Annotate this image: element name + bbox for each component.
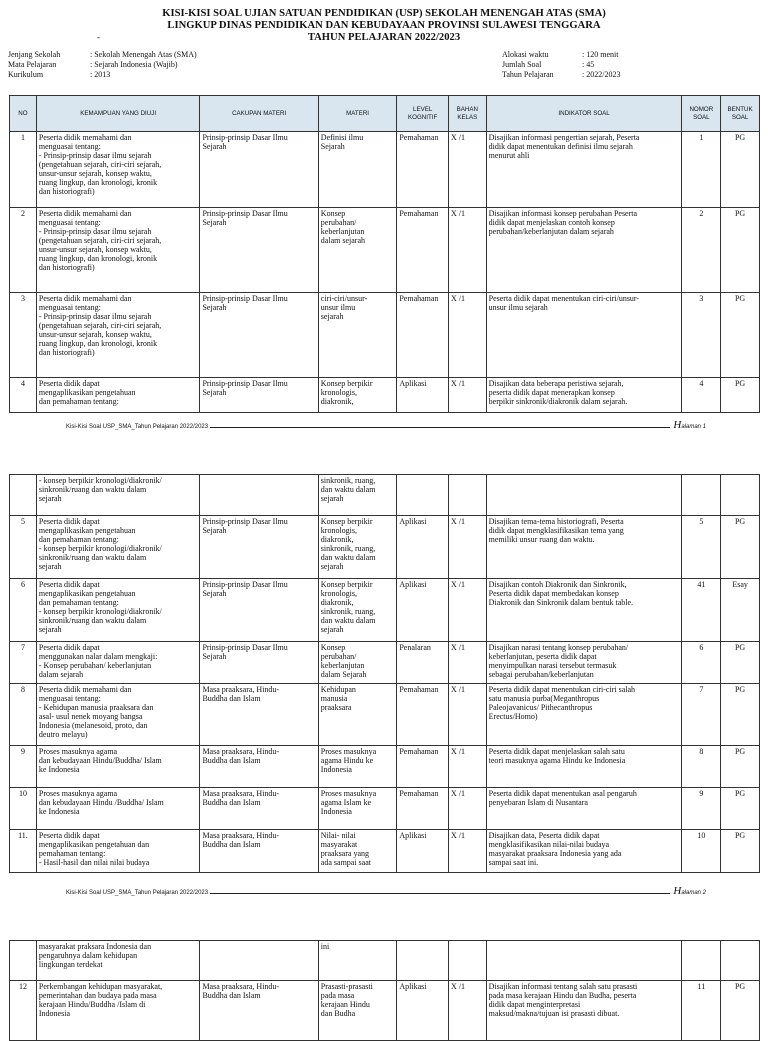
cell-bentuk: PG bbox=[721, 642, 760, 684]
cell-no: 11. bbox=[10, 830, 37, 873]
kisi-kisi-table-page-3 bbox=[9, 940, 760, 1041]
cell-no: 4 bbox=[10, 378, 37, 413]
column-header: BAHAN KELAS bbox=[448, 96, 486, 132]
cell-nomor: 4 bbox=[682, 378, 721, 413]
column-header: NO bbox=[10, 96, 37, 132]
table-row bbox=[10, 941, 760, 981]
cell-cakupan: Prinsip-prinsip Dasar Ilmu Sejarah bbox=[200, 642, 318, 684]
cell-kelas: X /1 bbox=[448, 981, 486, 1041]
cell-nomor: 9 bbox=[682, 788, 721, 830]
meta-label: Tahun Pelajaran bbox=[502, 70, 554, 79]
footer-text: Kisi-Kisi Soal USP_SMA_Tahun Pelajaran 2022/2023 bbox=[66, 890, 209, 896]
table-row bbox=[10, 293, 760, 378]
cell-materi: ciri-ciri/unsur- unsur ilmu sejarah bbox=[318, 293, 397, 378]
kisi-kisi-table-page-2 bbox=[9, 474, 760, 873]
cell-kelas bbox=[448, 475, 486, 516]
cell-kemampuan: Peserta didik dapat mengaplikasikan pengetahuan dan pemahaman tentang: - konsep berpikir kronologi/diakronik/ sinkronik/ruang dan waktu dalam sejarah bbox=[36, 516, 200, 579]
cell-bentuk: PG bbox=[721, 132, 760, 208]
cell-kemampuan: - konsep berpikir kronologi/diakronik/ sinkronik/ruang dan waktu dalam sejarah bbox=[36, 475, 200, 516]
column-header: NOMOR SOAL bbox=[682, 96, 721, 132]
cell-kemampuan: Peserta didik memahami dan menguasai tentang: - Prinsip-prinsip dasar ilmu sejarah (pengetahuan sejarah, ciri-ciri sejarah, unsur-unsur sejarah, konsep waktu, ruang lingkup, dan kronologi, kronik dan historiografi) bbox=[36, 208, 200, 293]
column-header: KEMAMPUAN YANG DIUJI bbox=[36, 96, 200, 132]
page-number bbox=[673, 885, 706, 897]
cell-cakupan: Prinsip-prinsip Dasar Ilmu Sejarah bbox=[200, 208, 318, 293]
cell-kemampuan: Peserta didik memahami dan menguasai tentang: - Prinsip-prinsip dasar ilmu sejarah (pengetahuan sejarah, ciri-ciri sejarah, unsur-unsur sejarah, konsep waktu, ruang lingkup, dan kronologi, kronik dan historiografi) bbox=[36, 293, 200, 378]
cell-nomor: 7 bbox=[682, 684, 721, 746]
cell-no: 2 bbox=[10, 208, 37, 293]
table-row bbox=[10, 475, 760, 516]
cell-level: Pemahaman bbox=[397, 684, 449, 746]
cell-kelas: X /1 bbox=[448, 378, 486, 413]
cell-materi: sinkronik, ruang, dan waktu dalam sejarah bbox=[318, 475, 397, 516]
cell-level: Pemahaman bbox=[397, 132, 449, 208]
table-row bbox=[10, 830, 760, 873]
meta-value: : 45 bbox=[582, 60, 595, 69]
cell-no: 7 bbox=[10, 642, 37, 684]
cell-nomor: 10 bbox=[682, 830, 721, 873]
cell-cakupan: Masa praaksara, Hindu- Buddha dan Islam bbox=[200, 830, 318, 873]
cell-indikator bbox=[486, 941, 682, 981]
meta-left bbox=[8, 50, 197, 80]
cell-kemampuan: Peserta didik dapat menggunakan nalar dalam mengkaji: - Konsep perubahan/ keberlanjutan dalam sejarah bbox=[36, 642, 200, 684]
cell-cakupan: Prinsip-prinsip Dasar Ilmu Sejarah bbox=[200, 293, 318, 378]
cell-indikator bbox=[486, 475, 682, 516]
cell-nomor: 3 bbox=[682, 293, 721, 378]
cell-materi: Konsep berpikir kronologis, diakronik, sinkronik, ruang, dan waktu dalam sejarah bbox=[318, 516, 397, 579]
table-row bbox=[10, 516, 760, 579]
cell-bentuk: PG bbox=[721, 684, 760, 746]
cell-indikator: Disajikan narasi tentang konsep perubahan/ keberlanjutan, peserta didik dapat menyimpulkan narasi tersebut termasuk sebagai perubahan/keberlanjutan bbox=[486, 642, 682, 684]
meta-value: : Sekolah Menengah Atas (SMA) bbox=[90, 50, 197, 59]
cell-indikator: Disajikan informasi tentang salah satu prasasti pada masa kerajaan Hindu dan Budha, peserta didik dapat menginterpretasi maksud/makna/tujuan isi prasasti dibuat. bbox=[486, 981, 682, 1041]
cell-cakupan: Masa praaksara, Hindu- Buddha dan Islam bbox=[200, 684, 318, 746]
cell-nomor: 8 bbox=[682, 746, 721, 788]
meta-label: Jenjang Sekolah bbox=[8, 50, 61, 59]
cell-no: 9 bbox=[10, 746, 37, 788]
column-header: LEVEL KOGNITIF bbox=[397, 96, 449, 132]
cell-no: 12 bbox=[10, 981, 37, 1041]
cell-indikator: Disajikan tema-tema historiografi, Peserta didik dapat mengklasifikasikan tema yang memiliki unsur ruang dan waktu. bbox=[486, 516, 682, 579]
meta-label: Alokasi waktu bbox=[502, 50, 549, 59]
cell-nomor: 6 bbox=[682, 642, 721, 684]
cell-kelas: X /1 bbox=[448, 516, 486, 579]
cell-no: 3 bbox=[10, 293, 37, 378]
cell-level: Aplikasi bbox=[397, 516, 449, 579]
cell-level: Penalaran bbox=[397, 642, 449, 684]
cell-indikator: Peserta didik dapat menjelaskan salah satu teori masuknya agama Hindu ke Indonesia bbox=[486, 746, 682, 788]
table-row bbox=[10, 642, 760, 684]
cell-nomor: 11 bbox=[682, 981, 721, 1041]
page-number-initial: H bbox=[673, 419, 682, 431]
cell-level: Aplikasi bbox=[397, 981, 449, 1041]
cell-level: Aplikasi bbox=[397, 830, 449, 873]
cell-kelas: X /1 bbox=[448, 293, 486, 378]
footer-text: Kisi-Kisi Soal USP_SMA_Tahun Pelajaran 2022/2023 bbox=[66, 424, 209, 430]
cell-kelas: X /1 bbox=[448, 830, 486, 873]
cell-no: 5 bbox=[10, 516, 37, 579]
meta-value: : 2022/2023 bbox=[582, 70, 621, 79]
cell-materi: Konsep perubahan/ keberlanjutan dalam Sejarah bbox=[318, 642, 397, 684]
column-header: MATERI bbox=[318, 96, 397, 132]
cell-cakupan: Prinsip-prinsip Dasar Ilmu Sejarah bbox=[200, 132, 318, 208]
cell-no: 1 bbox=[10, 132, 37, 208]
cell-kelas: X /1 bbox=[448, 132, 486, 208]
meta-label: Mata Pelajaran bbox=[8, 60, 57, 69]
cell-indikator: Peserta didik dapat menentukan ciri-ciri/unsur- unsur ilmu sejarah bbox=[486, 293, 682, 378]
meta-label: Kurikulum bbox=[8, 70, 44, 79]
page-number bbox=[673, 419, 706, 431]
cell-no bbox=[10, 475, 37, 516]
cell-cakupan: Prinsip-prinsip Dasar Ilmu Sejarah bbox=[200, 516, 318, 579]
cell-indikator: Disajikan data, Peserta didik dapat mengklasifikasikan nilai-nilai budaya masyarakat praaksara Indonesia yang ada sampai saat ini. bbox=[486, 830, 682, 873]
header-year: TAHUN PELAJARAN 2022/2023 bbox=[307, 32, 461, 43]
footer-rule bbox=[210, 426, 670, 428]
cell-materi: Kehidupan manusia praaksara bbox=[318, 684, 397, 746]
table-row bbox=[10, 132, 760, 208]
cell-indikator: Disajikan informasi konsep perubahan Peserta didik dapat menjelaskan contoh konsep perubahan/keberlanjutan dalam sejarah bbox=[486, 208, 682, 293]
cell-cakupan bbox=[200, 941, 318, 981]
meta-value: : 2013 bbox=[90, 70, 111, 79]
column-header: INDIKATOR SOAL bbox=[486, 96, 682, 132]
cell-nomor: 5 bbox=[682, 516, 721, 579]
header-mark: - bbox=[97, 32, 100, 42]
cell-level: Aplikasi bbox=[397, 378, 449, 413]
cell-materi: Proses masuknya agama Islam ke Indonesia bbox=[318, 788, 397, 830]
cell-kelas bbox=[448, 941, 486, 981]
table-row bbox=[10, 208, 760, 293]
cell-kelas: X /1 bbox=[448, 579, 486, 642]
cell-cakupan: Prinsip-prinsip Dasar Ilmu Sejarah bbox=[200, 378, 318, 413]
cell-kemampuan: Peserta didik memahami dan menguasai tentang: - Prinsip-prinsip dasar ilmu sejarah (pengetahuan sejarah, ciri-ciri sejarah, unsur-unsur sejarah, konsep waktu, ruang lingkup, dan kronologi, kronik dan historiografi) bbox=[36, 132, 200, 208]
cell-kemampuan: Peserta didik dapat mengaplikasikan pengetahuan dan pemahaman tentang: - Hasil-hasil dan nilai nilai budaya bbox=[36, 830, 200, 873]
page-footer-1 bbox=[66, 419, 706, 431]
cell-kemampuan: Peserta didik dapat mengaplikasikan pengetahuan dan pemahaman tentang: - konsep berpikir kronologi/diakronik/ sinkronik/ruang dan waktu dalam sejarah bbox=[36, 579, 200, 642]
cell-bentuk: PG bbox=[721, 830, 760, 873]
cell-kelas: X /1 bbox=[448, 746, 486, 788]
cell-cakupan bbox=[200, 475, 318, 516]
cell-cakupan: Masa praaksara, Hindu- Buddha dan Islam bbox=[200, 746, 318, 788]
cell-kemampuan: Peserta didik memahami dan menguasai tentang: - Kehidupan manusia praaksara dan asal- usul nenek moyang bangsa Indonesia (melanesoid, proto, dan deutro melayu) bbox=[36, 684, 200, 746]
meta-value: : 120 menit bbox=[582, 50, 619, 59]
cell-indikator: Disajikan contoh Diakronik dan Sinkronik, Peserta didik dapat membedakan konsep Diakronik dan Sinkronik dalam bentuk table. bbox=[486, 579, 682, 642]
header-title: KISI-KISI SOAL UJIAN SATUAN PENDIDIKAN (USP) SEKOLAH MENENGAH ATAS (SMA) bbox=[162, 8, 606, 19]
cell-level: Pemahaman bbox=[397, 208, 449, 293]
cell-kemampuan: Perkembangan kehidupan masyarakat, pemerintahan dan budaya pada masa kerajaan Hindu/Buddha /Islam di Indonesia bbox=[36, 981, 200, 1041]
cell-bentuk bbox=[721, 941, 760, 981]
cell-cakupan: Prinsip-prinsip Dasar Ilmu Sejarah bbox=[200, 579, 318, 642]
column-header: CAKUPAN MATERI bbox=[200, 96, 318, 132]
cell-level: Pemahaman bbox=[397, 293, 449, 378]
cell-materi: Konsep berpikir kronologis, diakronik, sinkronik, ruang, dan waktu dalam sejarah bbox=[318, 579, 397, 642]
cell-level: Aplikasi bbox=[397, 579, 449, 642]
cell-no: 8 bbox=[10, 684, 37, 746]
cell-no: 6 bbox=[10, 579, 37, 642]
table-row bbox=[10, 684, 760, 746]
cell-kemampuan: masyarakat praksara Indonesia dan pengaruhnya dalam kehidupan lingkungan terdekat bbox=[36, 941, 200, 981]
meta-right bbox=[502, 50, 620, 80]
cell-indikator: Peserta didik dapat menentukan asal pengaruh penyebaran Islam di Nusantara bbox=[486, 788, 682, 830]
table-row bbox=[10, 746, 760, 788]
cell-bentuk: PG bbox=[721, 981, 760, 1041]
cell-nomor bbox=[682, 475, 721, 516]
cell-kelas: X /1 bbox=[448, 208, 486, 293]
cell-bentuk: Esay bbox=[721, 579, 760, 642]
footer-rule bbox=[210, 892, 670, 894]
cell-bentuk: PG bbox=[721, 788, 760, 830]
table-row bbox=[10, 378, 760, 413]
page-number-text: alaman 1 bbox=[681, 424, 706, 430]
cell-nomor bbox=[682, 941, 721, 981]
cell-cakupan: Masa praaksara, Hindu- Buddha dan Islam bbox=[200, 981, 318, 1041]
cell-bentuk: PG bbox=[721, 208, 760, 293]
cell-bentuk bbox=[721, 475, 760, 516]
cell-materi: Nilai- nilai masyarakat praaksara yang ada sampai saat bbox=[318, 830, 397, 873]
cell-indikator: Disajikan data beberapa peristiwa sejarah, peserta didik dapat menerapkan konsep berpikir sinkronik/diakronik dalam sejarah. bbox=[486, 378, 682, 413]
cell-bentuk: PG bbox=[721, 746, 760, 788]
cell-indikator: Peserta didik dapat menentukan ciri-ciri salah satu manusia purba(Meganthropus Paleojavanicus/ Pithecanthropus Erectus/Homo) bbox=[486, 684, 682, 746]
cell-nomor: 2 bbox=[682, 208, 721, 293]
cell-level: Pemahaman bbox=[397, 746, 449, 788]
page-number-initial: H bbox=[673, 885, 682, 897]
cell-level bbox=[397, 475, 449, 516]
kisi-kisi-table-page-1 bbox=[9, 95, 760, 413]
header-subtitle: LINGKUP DINAS PENDIDIKAN DAN KEBUDAYAAN PROVINSI SULAWESI TENGGARA bbox=[167, 20, 601, 31]
cell-materi: ini bbox=[318, 941, 397, 981]
cell-level: Pemahaman bbox=[397, 788, 449, 830]
cell-kemampuan: Proses masuknya agama dan kebudayaan Hindu /Buddha/ Islam ke Indonesia bbox=[36, 788, 200, 830]
meta-value: : Sejarah Indonesia (Wajib) bbox=[90, 60, 178, 69]
cell-no bbox=[10, 941, 37, 981]
table-row bbox=[10, 579, 760, 642]
cell-materi: Definisi ilmu Sejarah bbox=[318, 132, 397, 208]
cell-nomor: 1 bbox=[682, 132, 721, 208]
cell-kelas: X /1 bbox=[448, 684, 486, 746]
cell-materi: Konsep berpikir kronologis, diakronik, bbox=[318, 378, 397, 413]
cell-kelas: X /1 bbox=[448, 788, 486, 830]
table-header-row bbox=[10, 96, 760, 132]
page-footer-2 bbox=[66, 885, 706, 897]
cell-indikator: Disajikan informasi pengertian sejarah, Peserta didik dapat menentukan definisi ilmu sejarah menurut ahli bbox=[486, 132, 682, 208]
cell-nomor: 41 bbox=[682, 579, 721, 642]
table-row bbox=[10, 788, 760, 830]
cell-kemampuan: Proses masuknya agama dan kebudayaan Hindu/Buddha/ Islam ke Indonesia bbox=[36, 746, 200, 788]
cell-materi: Proses masuknya agama Hindu ke Indonesia bbox=[318, 746, 397, 788]
cell-bentuk: PG bbox=[721, 516, 760, 579]
table-row bbox=[10, 981, 760, 1041]
cell-no: 10 bbox=[10, 788, 37, 830]
cell-bentuk: PG bbox=[721, 293, 760, 378]
cell-materi: Prasasti-prasasti pada masa kerajaan Hindu dan Budha bbox=[318, 981, 397, 1041]
column-header: BENTUK SOAL bbox=[721, 96, 760, 132]
cell-level bbox=[397, 941, 449, 981]
document-header bbox=[0, 8, 768, 44]
cell-kemampuan: Peserta didik dapat mengaplikasikan pengetahuan dan pemahaman tentang: bbox=[36, 378, 200, 413]
cell-cakupan: Masa praaksara, Hindu- Buddha dan Islam bbox=[200, 788, 318, 830]
page-number-text: alaman 2 bbox=[681, 890, 706, 896]
cell-bentuk: PG bbox=[721, 378, 760, 413]
cell-kelas: X /1 bbox=[448, 642, 486, 684]
cell-materi: Konsep perubahan/ keberlanjutan dalam sejarah bbox=[318, 208, 397, 293]
meta-label: Jumlah Soal bbox=[502, 60, 542, 69]
